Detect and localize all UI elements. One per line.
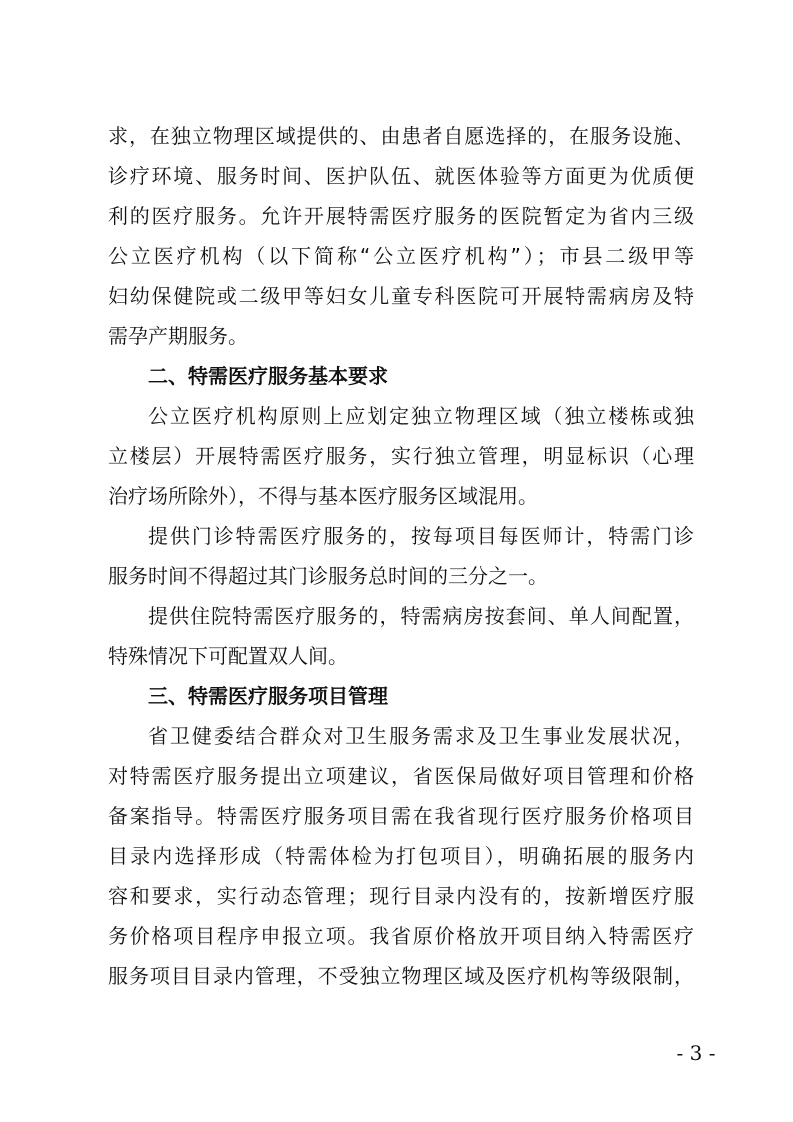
text-line: 服务项目目录内管理，不受独立物理区域及医疗机构等级限制， [108,964,694,988]
text-line: 需孕产期服务。 [108,324,248,348]
paragraph [108,396,694,516]
paragraph [108,116,694,356]
text-line: 提供住院特需医疗服务的，特需病房按套间、单人间配置， [148,604,694,628]
section-heading: 二、特需医疗服务基本要求 [148,364,388,388]
text-line: 公立医疗机构（以下简称“公立医疗机构”）；市县二级甲等 [108,244,694,268]
text-line: 容和要求，实行动态管理；现行目录内没有的，按新增医疗服 [108,884,694,908]
text-line: 省卫健委结合群众对卫生服务需求及卫生事业发展状况， [148,724,694,748]
body-text [108,116,694,996]
text-line: 妇幼保健院或二级甲等妇女儿童专科医院可开展特需病房及特 [108,284,694,308]
text-line: 利的医疗服务。允许开展特需医疗服务的医院暂定为省内三级 [108,204,694,228]
page-number: - 3 - [676,1041,716,1065]
paragraph [108,716,694,996]
text-line: 提供门诊特需医疗服务的，按每项目每医师计，特需门诊 [148,524,694,548]
paragraph [108,516,694,596]
text-line: 立楼层）开展特需医疗服务，实行独立管理，明显标识（心理 [108,444,694,468]
paragraph [108,596,694,676]
text-line: 服务时间不得超过其门诊服务总时间的三分之一。 [108,564,548,588]
text-line: 对特需医疗服务提出立项建议，省医保局做好项目管理和价格 [108,764,694,788]
text-line: 求，在独立物理区域提供的、由患者自愿选择的，在服务设施、 [108,124,694,148]
text-line: 务价格项目程序申报立项。我省原价格放开项目纳入特需医疗 [108,924,694,948]
text-line: 公立医疗机构原则上应划定独立物理区域（独立楼栋或独 [148,404,694,428]
text-line: 特殊情况下可配置双人间。 [108,644,348,668]
text-line: 目录内选择形成（特需体检为打包项目），明确拓展的服务内 [108,844,694,868]
text-line: 备案指导。特需医疗服务项目需在我省现行医疗服务价格项目 [108,804,694,828]
text-line: 治疗场所除外），不得与基本医疗服务区域混用。 [108,484,538,508]
section-heading: 三、特需医疗服务项目管理 [148,684,388,708]
text-line: 诊疗环境、服务时间、医护队伍、就医体验等方面更为优质便 [108,164,694,188]
